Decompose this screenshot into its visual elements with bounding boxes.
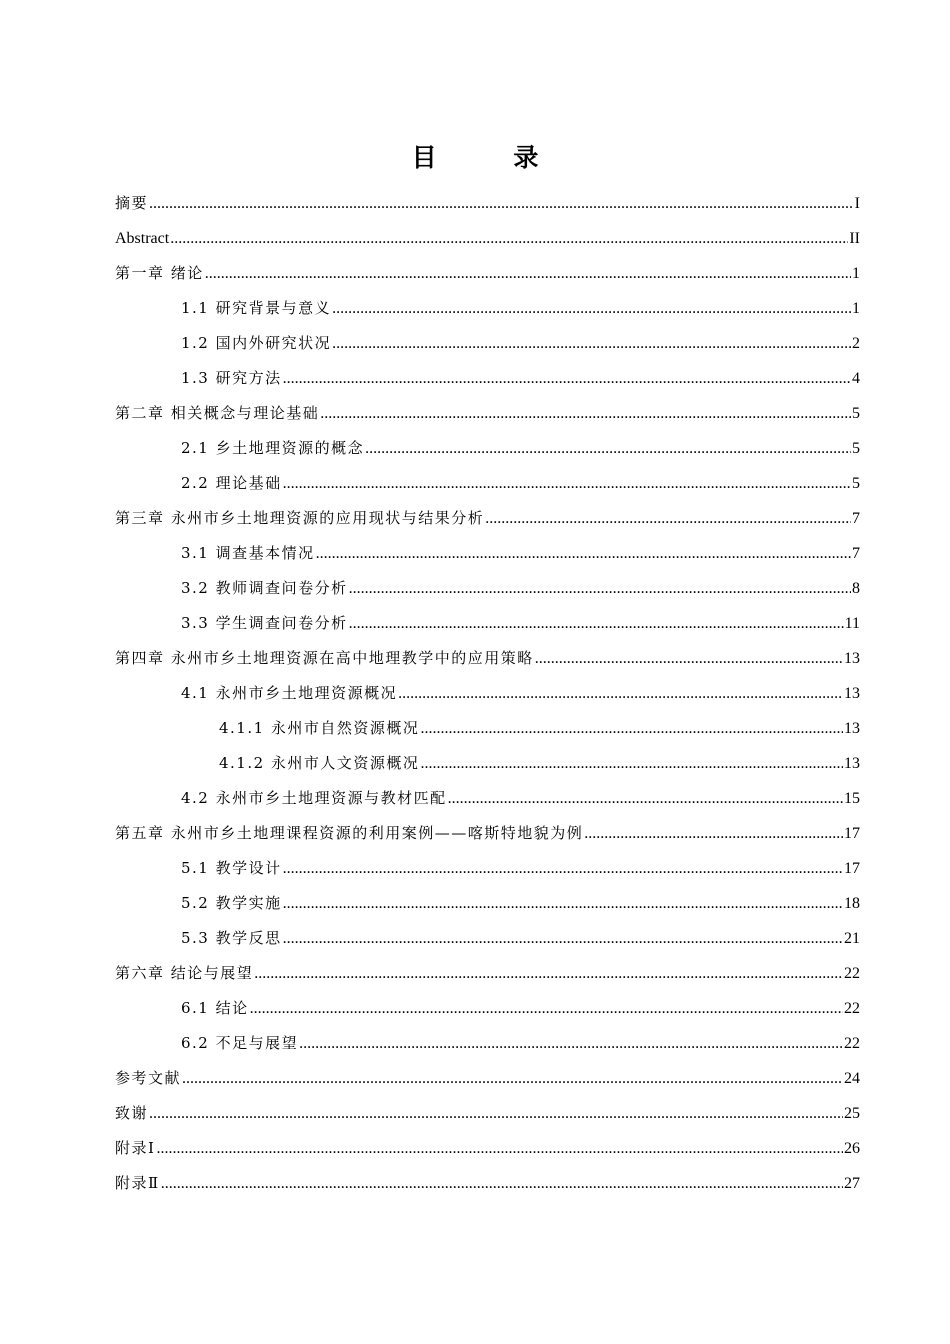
toc-leader-dots bbox=[332, 291, 851, 326]
toc-entry-label: 1.2 国内外研究状况 bbox=[181, 334, 332, 352]
toc-entry-page: 22 bbox=[844, 965, 860, 982]
toc-entry-label: 第六章 结论与展望 bbox=[115, 964, 254, 982]
toc-entry[interactable] bbox=[115, 1096, 860, 1131]
toc-leader-dots bbox=[156, 1131, 843, 1166]
toc-entry-label: 5.3 教学反思 bbox=[181, 929, 282, 947]
toc-entry[interactable] bbox=[115, 466, 860, 501]
toc-entry-page: 8 bbox=[852, 580, 860, 597]
toc-entry-label: 第三章 永州市乡土地理资源的应用现状与结果分析 bbox=[115, 509, 485, 527]
toc-entry-page: 13 bbox=[844, 685, 860, 702]
toc-entry[interactable] bbox=[115, 886, 860, 921]
toc-entry[interactable] bbox=[115, 326, 860, 361]
toc-entry-page: 22 bbox=[844, 1000, 860, 1017]
toc-entry[interactable] bbox=[115, 431, 860, 466]
toc-entry[interactable] bbox=[115, 501, 860, 536]
toc-leader-dots bbox=[283, 361, 851, 396]
toc-entry-page: 11 bbox=[844, 615, 860, 632]
toc-entry-label: 3.2 教师调查问卷分析 bbox=[181, 579, 348, 597]
toc-entry-label: 3.1 调查基本情况 bbox=[181, 544, 315, 562]
toc-leader-dots bbox=[149, 186, 854, 221]
toc-entry-page: I bbox=[854, 195, 860, 212]
toc-entry[interactable] bbox=[115, 221, 860, 256]
toc-entry-page: 17 bbox=[844, 860, 860, 877]
toc-entry[interactable] bbox=[115, 1026, 860, 1061]
toc-entry-label: 4.1.1 永州市自然资源概况 bbox=[219, 719, 420, 737]
toc-entry-label: 第五章 永州市乡土地理课程资源的利用案例——喀斯特地貌为例 bbox=[115, 824, 584, 842]
toc-entry-label: 附录Ⅱ bbox=[115, 1174, 160, 1192]
toc-entry[interactable] bbox=[115, 921, 860, 956]
toc-entry-label: 2.2 理论基础 bbox=[181, 474, 282, 492]
toc-entry-page: 13 bbox=[844, 650, 860, 667]
toc-leader-dots bbox=[250, 991, 843, 1026]
toc-entry-page: 25 bbox=[844, 1105, 860, 1122]
toc-leader-dots bbox=[485, 501, 851, 536]
toc-leader-dots bbox=[283, 921, 843, 956]
toc-entry[interactable] bbox=[115, 991, 860, 1026]
toc-entry-page: 21 bbox=[844, 930, 860, 947]
toc-entry[interactable] bbox=[115, 781, 860, 816]
toc-entry-page: 1 bbox=[852, 300, 860, 317]
toc-entry[interactable] bbox=[115, 606, 860, 641]
toc-entry-label: 6.2 不足与展望 bbox=[181, 1034, 299, 1052]
toc-entry-page: II bbox=[849, 230, 860, 247]
toc-leader-dots bbox=[535, 641, 843, 676]
toc-entry-label: 5.2 教学实施 bbox=[181, 894, 282, 912]
toc-leader-dots bbox=[448, 781, 843, 816]
toc-leader-dots bbox=[182, 1061, 843, 1096]
toc-entry-label: 1.3 研究方法 bbox=[181, 369, 282, 387]
toc-leader-dots bbox=[254, 956, 843, 991]
toc-leader-dots bbox=[283, 466, 851, 501]
toc-entry[interactable] bbox=[115, 1061, 860, 1096]
toc-entry-page: 17 bbox=[844, 825, 860, 842]
toc-leader-dots bbox=[170, 221, 848, 256]
toc-entry-label: 6.1 结论 bbox=[181, 999, 249, 1017]
toc-entry[interactable] bbox=[115, 291, 860, 326]
toc-entry-page: 24 bbox=[844, 1070, 860, 1087]
toc-entry-page: 1 bbox=[852, 265, 860, 282]
toc-entry[interactable] bbox=[115, 1166, 860, 1201]
toc-entry-page: 18 bbox=[844, 895, 860, 912]
toc-entry-page: 13 bbox=[844, 720, 860, 737]
toc-entry[interactable] bbox=[115, 711, 860, 746]
toc-leader-dots bbox=[283, 851, 843, 886]
page-title: 目 录 bbox=[411, 143, 573, 172]
toc-leader-dots bbox=[398, 676, 843, 711]
toc-entry-page: 7 bbox=[852, 545, 860, 562]
toc-leader-dots bbox=[349, 606, 844, 641]
toc-entry-label: 5.1 教学设计 bbox=[181, 859, 282, 877]
toc-entry-label: 致谢 bbox=[115, 1104, 149, 1122]
toc-entry[interactable] bbox=[115, 536, 860, 571]
toc-leader-dots bbox=[161, 1166, 843, 1201]
toc-leader-dots bbox=[332, 326, 851, 361]
toc-entry-label-text: Abstract bbox=[115, 230, 170, 247]
toc-entry[interactable] bbox=[115, 956, 860, 991]
table-of-contents bbox=[115, 186, 860, 1201]
toc-entry-label: 4.1 永州市乡土地理资源概况 bbox=[181, 684, 398, 702]
toc-entry[interactable] bbox=[115, 1131, 860, 1166]
toc-entry-label: 第一章 绪论 bbox=[115, 264, 204, 282]
toc-entry[interactable] bbox=[115, 571, 860, 606]
toc-leader-dots bbox=[320, 396, 851, 431]
toc-entry-page: 13 bbox=[844, 755, 860, 772]
toc-entry-page: 5 bbox=[852, 440, 860, 457]
toc-entry-page: 5 bbox=[852, 475, 860, 492]
toc-entry-label: 4.1.2 永州市人文资源概况 bbox=[219, 754, 420, 772]
toc-leader-dots bbox=[365, 431, 851, 466]
toc-entry-page: 22 bbox=[844, 1035, 860, 1052]
toc-entry-label: 2.1 乡土地理资源的概念 bbox=[181, 439, 365, 457]
toc-leader-dots bbox=[149, 1096, 843, 1131]
toc-entry-page: 2 bbox=[852, 335, 860, 352]
toc-entry-page: 5 bbox=[852, 405, 860, 422]
toc-entry-label: 第四章 永州市乡土地理资源在高中地理教学中的应用策略 bbox=[115, 649, 534, 667]
toc-entry-label: 4.2 永州市乡土地理资源与教材匹配 bbox=[181, 789, 447, 807]
toc-entry[interactable] bbox=[115, 186, 860, 221]
toc-entry[interactable] bbox=[115, 816, 860, 851]
toc-entry-label: 参考文献 bbox=[115, 1069, 182, 1087]
toc-leader-dots bbox=[420, 711, 843, 746]
toc-entry-page: 26 bbox=[844, 1140, 860, 1157]
toc-entry[interactable] bbox=[115, 746, 860, 781]
toc-leader-dots bbox=[584, 816, 843, 851]
toc-entry-label bbox=[115, 221, 169, 256]
toc-leader-dots bbox=[349, 571, 851, 606]
toc-leader-dots bbox=[420, 746, 843, 781]
toc-leader-dots bbox=[283, 886, 843, 921]
toc-entry-page: 27 bbox=[844, 1175, 860, 1192]
toc-entry-label: 第二章 相关概念与理论基础 bbox=[115, 404, 320, 422]
toc-entry-page: 7 bbox=[852, 510, 860, 527]
toc-entry-label: 摘要 bbox=[115, 194, 149, 212]
toc-entry[interactable] bbox=[115, 256, 860, 291]
toc-entry[interactable] bbox=[115, 851, 860, 886]
toc-entry-label: 1.1 研究背景与意义 bbox=[181, 299, 332, 317]
toc-entry-page: 4 bbox=[852, 370, 860, 387]
toc-leader-dots bbox=[299, 1026, 843, 1061]
toc-leader-dots bbox=[316, 536, 851, 571]
toc-entry-label: 附录Ⅰ bbox=[115, 1139, 156, 1157]
toc-entry-label: 3.3 学生调查问卷分析 bbox=[181, 614, 348, 632]
toc-entry[interactable] bbox=[115, 641, 860, 676]
toc-entry[interactable] bbox=[115, 396, 860, 431]
toc-leader-dots bbox=[205, 256, 851, 291]
toc-entry[interactable] bbox=[115, 676, 860, 711]
toc-entry-page: 15 bbox=[844, 790, 860, 807]
toc-entry[interactable] bbox=[115, 361, 860, 396]
